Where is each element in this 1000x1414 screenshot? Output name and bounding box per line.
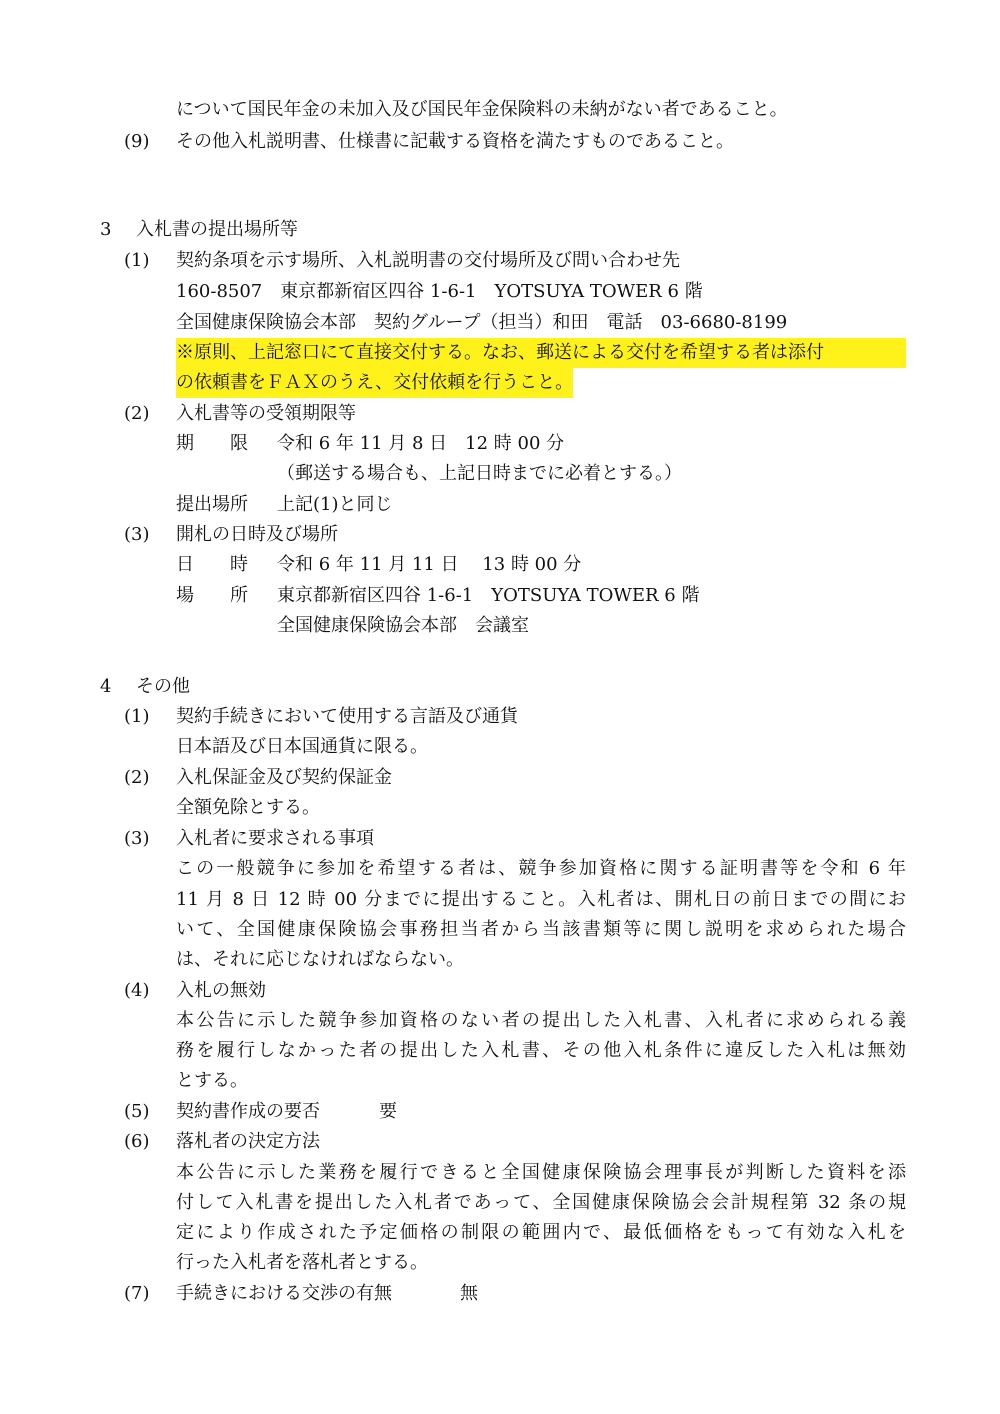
s4-item-5-title: 契約書作成の要否 — [176, 1101, 320, 1122]
submission-place-label: 提出場所 — [176, 494, 248, 515]
s3-item-3-number: (3) — [124, 524, 150, 545]
s4-item-1-title: 契約手続きにおいて使用する言語及び通貨 — [176, 706, 518, 727]
item-9-text: その他入札説明書、仕様書に記載する資格を満たすものであること。 — [176, 131, 734, 152]
s3-item-3-title: 開札の日時及び場所 — [176, 524, 338, 545]
s3-item-1-contact: 全国健康保険協会本部 契約グループ（担当）和田 電話 03-6680-8199 — [176, 312, 788, 333]
s4-item-1-number: (1) — [124, 706, 150, 727]
s4-item-3-body-line-3: いて、全国健康保険協会事務担当者から当該書類等に関し説明を求められた場合 — [176, 919, 906, 940]
s4-item-5-number: (5) — [124, 1101, 150, 1122]
s3-item-1-address: 160-8507 東京都新宿区四谷 1-6-1 YOTSUYA TOWER 6 階 — [176, 281, 703, 302]
s4-item-3-body-line-1: この一般競争に参加を希望する者は、競争参加資格に関する証明書等を令和 6 年 — [176, 858, 906, 879]
s4-item-5-value: 要 — [379, 1101, 397, 1122]
s4-item-4-body-line-2: 務を履行しなかった者の提出した入札書、その他入札条件に違反した入札は無効 — [176, 1040, 906, 1061]
s4-item-6-body-line-3: 定により作成された予定価格の制限の範囲内で、最低価格をもって有効な入札を — [176, 1222, 906, 1243]
s4-item-6-number: (6) — [124, 1131, 150, 1152]
s3-item-2-title: 入札書等の受領期限等 — [176, 403, 356, 424]
s4-item-3-body-line-2: 11 月 8 日 12 時 00 分までに提出すること。入札者は、開札日の前日までの間にお — [176, 889, 906, 910]
s4-item-3-title: 入札者に要求される事項 — [176, 828, 374, 849]
s4-item-7-number: (7) — [124, 1283, 150, 1304]
opening-place-label: 場 所 — [176, 585, 248, 606]
s4-item-6-title: 落札者の決定方法 — [176, 1131, 320, 1152]
s4-item-2-title: 入札保証金及び契約保証金 — [176, 767, 392, 788]
s3-item-1-title: 契約条項を示す場所、入札説明書の交付場所及び問い合わせ先 — [176, 250, 680, 271]
section-3-number: 3 — [100, 219, 112, 240]
deadline-note: （郵送する場合も、上記日時までに必着とする。） — [277, 463, 682, 484]
s4-item-1-body: 日本語及び日本国通貨に限る。 — [176, 736, 428, 757]
s3-item-1-highlighted-note-line-2: の依頼書をＦＡＸのうえ、交付依頼を行うこと。 — [176, 368, 573, 398]
item-9-number: (9) — [124, 131, 150, 152]
section-3-title: 入札書の提出場所等 — [136, 219, 298, 240]
s3-item-1-number: (1) — [124, 250, 150, 271]
s4-item-7-title: 手続きにおける交渉の有無 — [176, 1283, 392, 1304]
s4-item-3-number: (3) — [124, 828, 150, 849]
s4-item-4-title: 入札の無効 — [176, 980, 266, 1001]
s3-item-1-highlighted-note-line-1: ※原則、上記窓口にて直接交付する。なお、郵送による交付を希望する者は添付 — [176, 338, 906, 368]
s4-item-6-body-line-2: 付して入札書を提出した入札者であって、全国健康保険協会会計規程第 32 条の規 — [176, 1192, 906, 1213]
intro-continuation-line: について国民年金の未加入及び国民年金保険料の未納がない者であること。 — [176, 99, 788, 120]
s4-item-6-body-line-4: 行った入札者を落札者とする。 — [176, 1252, 428, 1273]
section-4-title: その他 — [136, 676, 190, 697]
opening-place-value: 東京都新宿区四谷 1-6-1 YOTSUYA TOWER 6 階 — [277, 585, 700, 606]
s4-item-6-body-line-1: 本公告に示した業務を履行できると全国健康保険協会理事長が判断した資料を添 — [176, 1162, 906, 1183]
s3-item-2-number: (2) — [124, 403, 150, 424]
submission-place-value: 上記(1)と同じ — [277, 494, 393, 515]
s4-item-2-body: 全額免除とする。 — [176, 797, 320, 818]
deadline-value: 令和 6 年 11 月 8 日 12 時 00 分 — [277, 433, 565, 454]
s4-item-4-number: (4) — [124, 980, 150, 1001]
s4-item-7-value: 無 — [460, 1283, 478, 1304]
deadline-label: 期 限 — [176, 433, 248, 454]
opening-date-label: 日 時 — [176, 554, 248, 575]
section-4-number: 4 — [100, 676, 112, 697]
s4-item-2-number: (2) — [124, 767, 150, 788]
opening-place-value-line-2: 全国健康保険協会本部 会議室 — [277, 615, 529, 636]
s4-item-4-body-line-1: 本公告に示した競争参加資格のない者の提出した入札書、入札者に求められる義 — [176, 1010, 906, 1031]
s4-item-4-body-line-3: とする。 — [176, 1070, 248, 1091]
opening-date-value: 令和 6 年 11 月 11 日 13 時 00 分 — [277, 554, 582, 575]
s4-item-3-body-line-4: は、それに応じなければならない。 — [176, 949, 464, 970]
